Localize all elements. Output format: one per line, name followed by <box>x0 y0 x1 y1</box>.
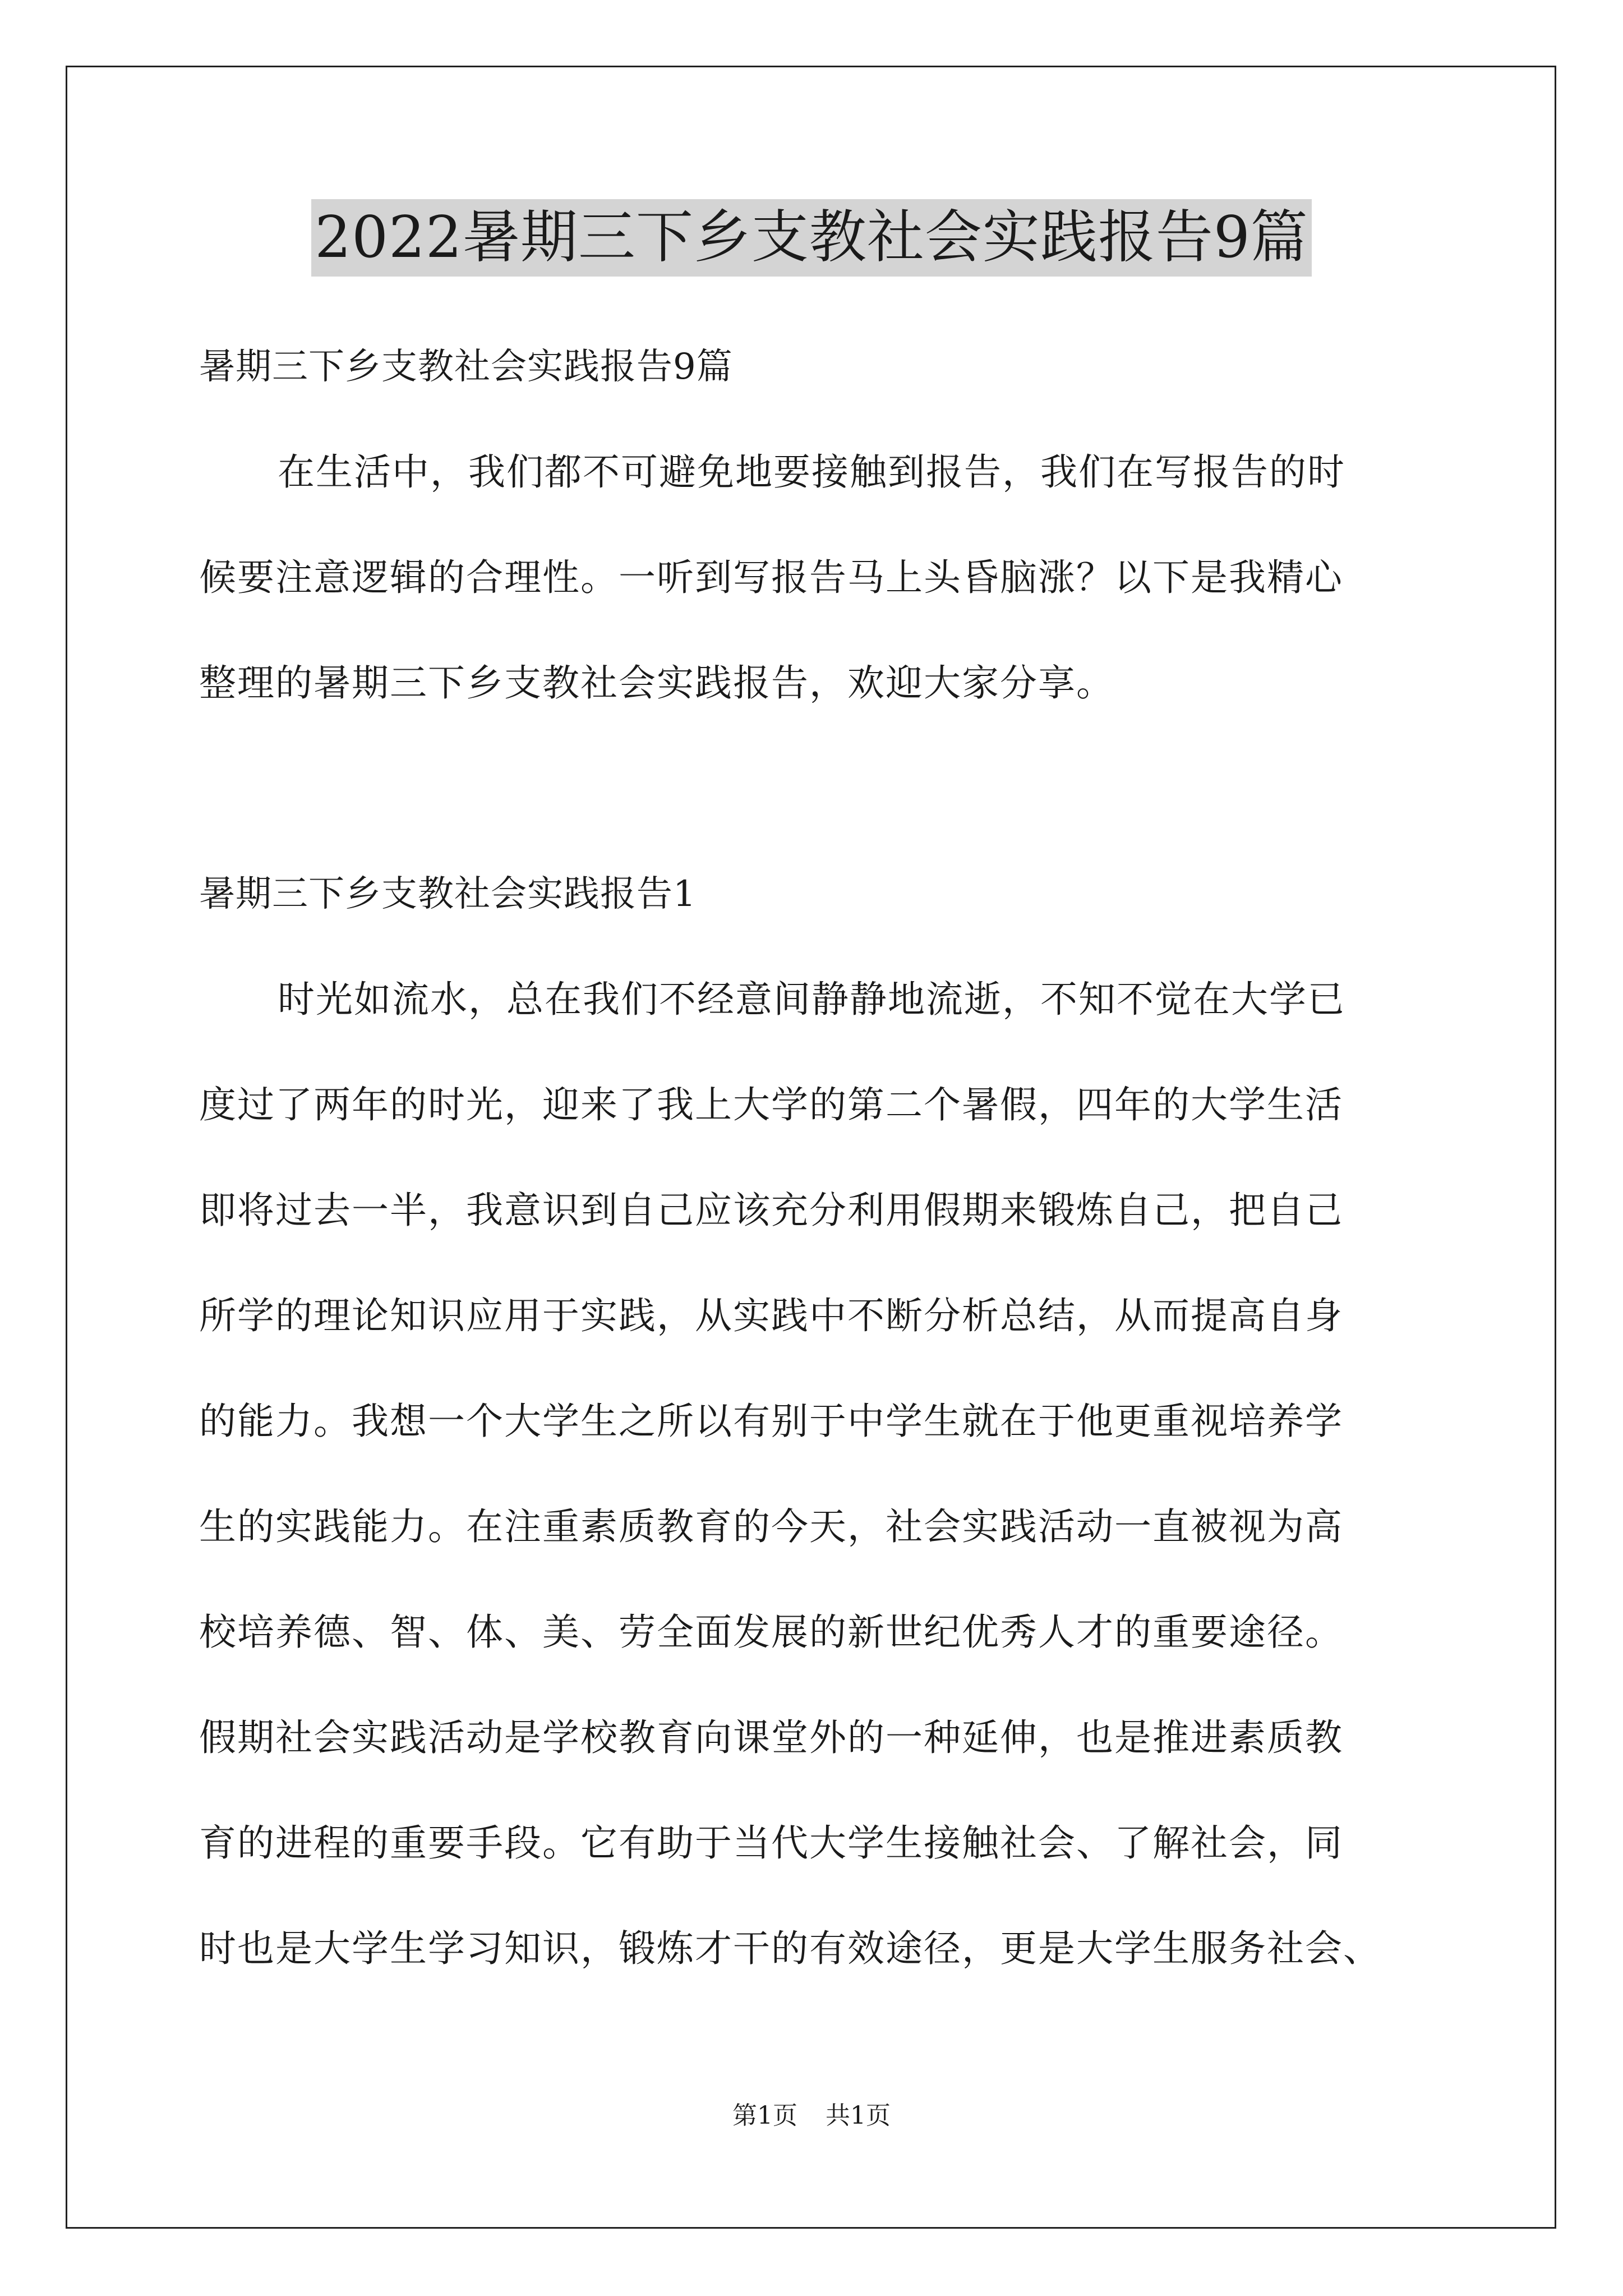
body-line: 所学的理论知识应用于实践，从实践中不断分析总结，从而提高自身 <box>199 1294 1343 1337</box>
body-line: 即将过去一半，我意识到自己应该充分利用假期来锻炼自己，把自己 <box>199 1189 1343 1232</box>
page-number: 第1页 <box>732 2101 797 2130</box>
page-footer <box>0 2095 1623 2131</box>
body-line: 假期社会实践活动是学校教育向课堂外的一种延伸，也是推进素质教 <box>199 1716 1343 1759</box>
intro-line: 整理的暑期三下乡支教社会实践报告，欢迎大家分享。 <box>199 661 1114 705</box>
body-line: 度过了两年的时光，迎来了我上大学的第二个暑假，四年的大学生活 <box>199 1083 1343 1126</box>
paragraph-spacer <box>199 736 1422 841</box>
document-subtitle: 暑期三下乡支教社会实践报告9篇 <box>199 346 733 388</box>
document-title-text: 2022暑期三下乡支教社会实践报告9篇 <box>311 199 1311 277</box>
document-body <box>199 314 1422 2001</box>
body-line: 时光如流水，总在我们不经意间静静地流逝，不知不觉在大学已 <box>278 978 1345 1021</box>
intro-line: 在生活中，我们都不可避免地要接触到报告，我们在写报告的时 <box>278 450 1345 494</box>
body-line: 校培养德、智、体、美、劳全面发展的新世纪优秀人才的重要途径。 <box>199 1611 1343 1654</box>
body-line: 生的实践能力。在注重素质教育的今天，社会实践活动一直被视为高 <box>199 1505 1343 1548</box>
body-line: 时也是大学生学习知识，锻炼才干的有效途径，更是大学生服务社会、 <box>199 1927 1381 1970</box>
page-total: 共1页 <box>826 2101 891 2130</box>
body-line: 育的进程的重要手段。它有助于当代大学生接触社会、了解社会，同 <box>199 1821 1343 1865</box>
intro-line: 候要注意逻辑的合理性。一听到写报告马上头昏脑涨？以下是我精心 <box>199 556 1343 599</box>
section-heading: 暑期三下乡支教社会实践报告1 <box>199 873 697 915</box>
body-line: 的能力。我想一个大学生之所以有别于中学生就在于他更重视培养学 <box>199 1400 1343 1443</box>
document-title <box>0 199 1623 277</box>
